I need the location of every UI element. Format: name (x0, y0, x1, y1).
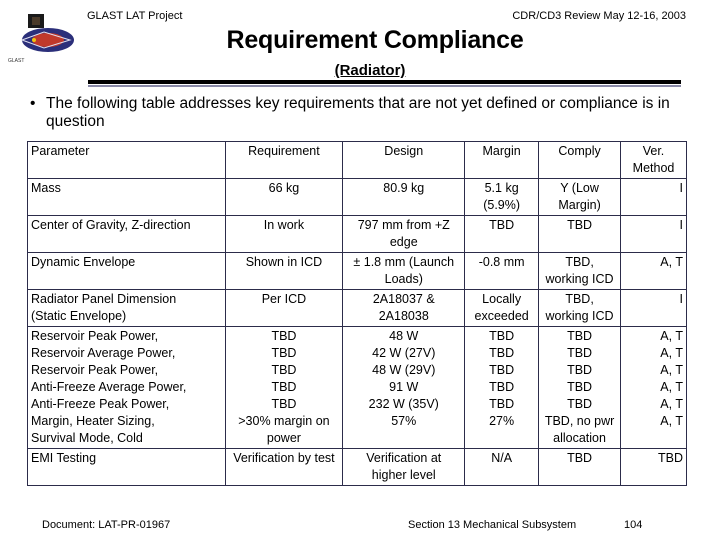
cell-comply-text: Y (Low Margin) (558, 181, 601, 212)
cell-margin-text: Locally exceeded (474, 292, 529, 323)
cell-margin (465, 449, 539, 486)
header-design-text: Design (384, 144, 424, 158)
cell-parameter (28, 216, 226, 253)
cell-requirement-text: Shown in ICD (245, 255, 323, 269)
project-name: GLAST LAT Project (87, 10, 183, 22)
cell-margin-text: -0.8 mm (478, 255, 525, 269)
cell-ver-method (621, 216, 687, 253)
header-design (343, 142, 465, 179)
requirements-table (27, 141, 687, 486)
cell-margin-text: 5.1 kg (5.9%) (483, 181, 521, 212)
cell-requirement (225, 253, 343, 290)
cell-design-text: Verification at higher level (366, 451, 442, 482)
cell-parameter-text: Reservoir Peak Power, Reservoir Average Power, Reservoir Peak Power, Anti-Freeze Average Power, Anti-Freeze Peak Power, Margin, Heater Sizing, Survival Mode, Cold (31, 329, 187, 445)
header-ver-method (621, 142, 687, 179)
review-name: CDR/CD3 Review May 12-16, 2003 (512, 10, 686, 22)
table-row (28, 253, 687, 290)
cell-requirement-text: Per ICD (261, 292, 307, 306)
cell-requirement (225, 327, 343, 449)
cell-ver-method-text: A, T A, T A, T A, T A, T A, T (660, 329, 683, 428)
cell-ver-method (621, 253, 687, 290)
table-row (28, 216, 687, 253)
table-row (28, 290, 687, 327)
cell-design-text: 48 W 42 W (27V) 48 W (29V) 91 W 232 W (35V) 57% (368, 329, 439, 428)
cell-margin-text: TBD TBD TBD TBD TBD 27% (489, 329, 515, 428)
cell-parameter-text: Radiator Panel Dimension (Static Envelope) (31, 292, 177, 323)
header-ver-method-text: Ver. Method (632, 144, 675, 175)
cell-design-text: 80.9 kg (383, 181, 425, 195)
cell-comply-text: TBD, working ICD (545, 292, 614, 323)
cell-requirement (225, 216, 343, 253)
cell-ver-method-text: TBD (658, 451, 683, 465)
cell-requirement-text: Verification by test (233, 451, 335, 465)
cell-parameter-text: EMI Testing (31, 451, 97, 465)
footer-section: Section 13 Mechanical Subsystem (408, 519, 577, 531)
footer-page-number: 104 (624, 519, 643, 531)
header-comply-text: Comply (558, 144, 601, 158)
cell-requirement-text: TBD TBD TBD TBD TBD >30% margin on power (238, 329, 330, 445)
cell-design-text: 2A18037 & 2A18038 (372, 292, 435, 323)
cell-margin (465, 327, 539, 449)
cell-design (343, 216, 465, 253)
title-rule-shadow (88, 85, 681, 87)
footer-document: Document: LAT-PR-01967 (42, 519, 171, 531)
cell-comply (539, 253, 621, 290)
cell-parameter-text: Center of Gravity, Z-direction (31, 218, 191, 232)
cell-margin (465, 253, 539, 290)
cell-margin (465, 216, 539, 253)
cell-comply-text: TBD, working ICD (545, 255, 614, 286)
header-parameter (28, 142, 226, 179)
bullet-icon: • (30, 95, 36, 112)
slide-title: Requirement Compliance (226, 26, 524, 54)
header-parameter-text: Parameter (31, 144, 90, 158)
header-comply (539, 142, 621, 179)
cell-margin-text: N/A (491, 451, 513, 465)
cell-ver-method-text: I (679, 292, 683, 306)
cell-ver-method (621, 327, 687, 449)
table-row (28, 449, 687, 486)
cell-parameter (28, 179, 226, 216)
cell-design (343, 327, 465, 449)
header-requirement-text: Requirement (248, 144, 320, 158)
cell-parameter-text: Dynamic Envelope (31, 255, 136, 269)
cell-requirement (225, 449, 343, 486)
cell-design (343, 449, 465, 486)
cell-ver-method (621, 290, 687, 327)
slide-subtitle: (Radiator) (334, 62, 406, 79)
cell-comply (539, 327, 621, 449)
cell-ver-method-text: I (679, 218, 683, 232)
cell-comply (539, 216, 621, 253)
cell-parameter (28, 327, 226, 449)
cell-requirement-text: In work (263, 218, 305, 232)
cell-ver-method-text: I (679, 181, 683, 195)
header-margin (465, 142, 539, 179)
header-requirement (225, 142, 343, 179)
cell-margin (465, 290, 539, 327)
cell-parameter (28, 253, 226, 290)
cell-design-text: ± 1.8 mm (Launch Loads) (353, 255, 455, 286)
bullet-point (30, 95, 690, 131)
cell-comply-text: TBD (567, 218, 593, 232)
cell-design (343, 253, 465, 290)
bullet-text: The following table addresses key requirements that are not yet defined or compliance is in question (46, 95, 670, 130)
cell-parameter (28, 449, 226, 486)
cell-parameter (28, 290, 226, 327)
header-margin-text: Margin (482, 144, 521, 158)
table-header-row (28, 142, 687, 179)
cell-requirement (225, 290, 343, 327)
cell-requirement-text: 66 kg (268, 181, 300, 195)
cell-design (343, 179, 465, 216)
cell-design-text: 797 mm from +Z edge (357, 218, 450, 249)
svg-text:GLAST: GLAST (8, 58, 25, 64)
requirements-table-body (28, 142, 687, 486)
cell-margin-text: TBD (489, 218, 515, 232)
cell-margin (465, 179, 539, 216)
cell-ver-method-text: A, T (660, 255, 683, 269)
table-row (28, 327, 687, 449)
cell-comply (539, 449, 621, 486)
cell-ver-method (621, 179, 687, 216)
cell-comply (539, 179, 621, 216)
cell-requirement (225, 179, 343, 216)
cell-comply-text: TBD TBD TBD TBD TBD TBD, no pwr allocation (544, 329, 615, 445)
cell-comply-text: TBD (567, 451, 593, 465)
cell-ver-method (621, 449, 687, 486)
cell-parameter-text: Mass (31, 181, 61, 195)
table-row (28, 179, 687, 216)
cell-design (343, 290, 465, 327)
cell-comply (539, 290, 621, 327)
title-rule (88, 80, 681, 84)
